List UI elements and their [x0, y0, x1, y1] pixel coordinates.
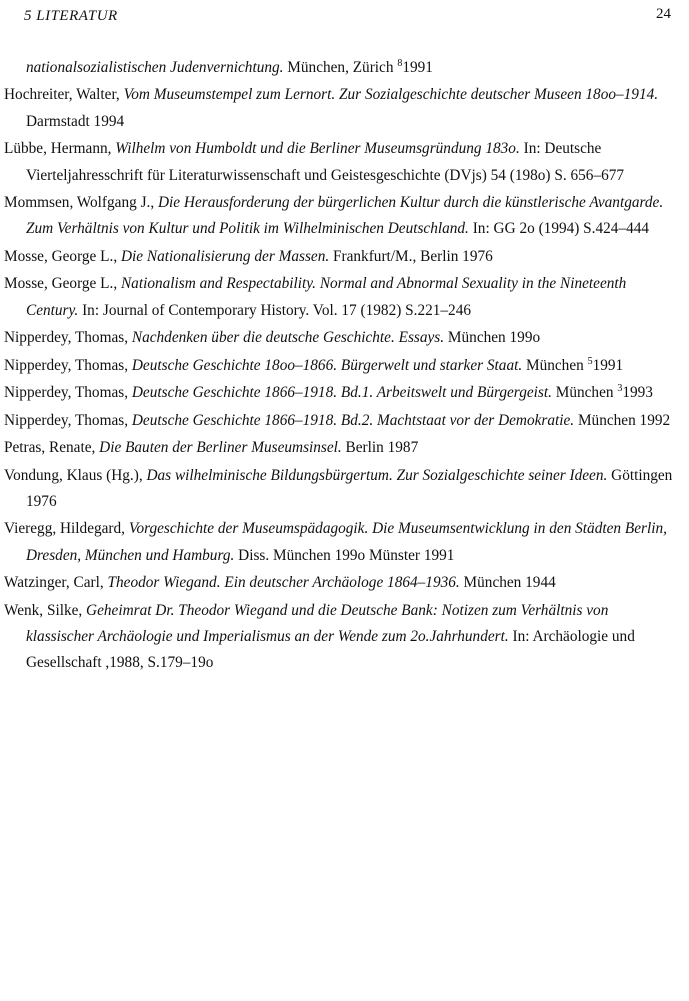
- bib-title: Vom Museumstempel zum Lernort. Zur Sozialgeschichte deutscher Museen 18oo–1914.: [123, 86, 659, 104]
- bib-publication-info: München: [551, 384, 618, 402]
- bib-author: Nipperdey, Thomas,: [4, 356, 132, 374]
- bib-author: Petras, Renate,: [4, 439, 100, 457]
- bib-title: Geheimrat Dr. Theodor Wiegand und die Deutsche Bank: Notizen zum Verhältnis von klassischer Archäologie und Imperialismus an der Wende zum 2o.Jahrhundert.: [26, 601, 609, 645]
- bib-author: Mommsen, Wolfgang J.,: [4, 194, 158, 212]
- bib-publication-info: In: Deutsche Vierteljahresschrift für Literaturwissenschaft und Geistesgeschichte (DVjs) 54 (198o) S. 656–677: [26, 140, 625, 184]
- bib-title: Das wilhelminische Bildungsbürgertum. Zur Sozialgeschichte seiner Ideen.: [146, 466, 608, 484]
- section-title: 5 LITERATUR: [24, 8, 118, 24]
- bib-author: Watzinger, Carl,: [4, 574, 108, 592]
- bib-publication-info: München: [522, 356, 588, 374]
- bib-author: Mosse, George L.,: [4, 247, 121, 265]
- edition-superscript: 3: [617, 383, 623, 395]
- bib-entry: [4, 271, 675, 324]
- bib-entry: [4, 570, 675, 596]
- bib-author: Hochreiter, Walter,: [4, 86, 124, 104]
- bib-publication-info: München, Zürich: [283, 59, 398, 76]
- bib-entry-continuation: [4, 55, 675, 81]
- bib-year: 1991: [592, 356, 624, 374]
- bib-title: Deutsche Geschichte 1866–1918. Bd.2. Machtstaat vor der Demokratie.: [131, 411, 575, 429]
- bib-entry: [4, 598, 675, 677]
- bib-entry: [4, 380, 675, 406]
- bib-entry: [4, 353, 675, 379]
- bib-author: Mosse, George L.,: [4, 275, 121, 293]
- bib-entry: [4, 190, 675, 243]
- bib-title: Deutsche Geschichte 18oo–1866. Bürgerwelt und starker Staat.: [131, 356, 523, 374]
- bib-title: Die Bauten der Berliner Museumsinsel.: [99, 439, 342, 457]
- bib-title: Deutsche Geschichte 1866–1918. Bd.1. Arbeitswelt und Bürgergeist.: [131, 384, 552, 402]
- bib-publication-info: Darmstadt 1994: [26, 112, 125, 130]
- bib-author: Vondung, Klaus (Hg.),: [4, 466, 147, 484]
- bib-author: Nipperdey, Thomas,: [4, 384, 132, 402]
- bib-year: 1991: [402, 59, 433, 76]
- bibliography-list: [4, 55, 675, 678]
- bib-title: Nationalism and Respectability. Normal and Abnormal Sexuality in the Nineteenth Century.: [26, 275, 627, 319]
- bib-entry: [4, 516, 675, 569]
- bib-publication-info: Berlin 1987: [341, 439, 419, 457]
- bib-entry: [4, 244, 675, 270]
- bib-title: Vorgeschichte der Museumspädagogik. Die Museumsentwicklung in den Städten Berlin, Dresden, München und Hamburg.: [26, 520, 667, 564]
- bib-publication-info: Göttingen 1976: [26, 466, 673, 510]
- bib-publication-info: Diss. München 199o Münster 1991: [234, 546, 455, 564]
- bib-entry: [4, 136, 675, 189]
- running-head: [24, 8, 671, 30]
- bib-title: Nachdenken über die deutsche Geschichte. Essays.: [131, 329, 445, 347]
- bib-year: 1993: [622, 384, 653, 402]
- bib-publication-info: Frankfurt/M., Berlin 1976: [329, 247, 493, 265]
- bib-publication-info: In: Archäologie und Gesellschaft ,1988, S.179–19o: [26, 627, 635, 672]
- edition-superscript: 5: [587, 355, 593, 367]
- bib-title: Die Herausforderung der bürgerlichen Kultur durch die künstlerische Avantgarde. Zum Verhältnis von Kultur und Politik im Wilhelminischen Deutschland.: [26, 194, 664, 238]
- bib-entry: [4, 463, 675, 516]
- bib-publication-info: In: Journal of Contemporary History. Vol. 17 (1982) S.221–246: [78, 301, 472, 319]
- bib-publication-info: München 199o: [444, 329, 541, 347]
- bib-author: Nipperdey, Thomas,: [4, 329, 132, 347]
- bib-publication-info: München 1944: [459, 574, 556, 592]
- bib-title: Die Nationalisierung der Massen.: [120, 247, 330, 265]
- bib-author: Vieregg, Hildegard,: [4, 520, 129, 538]
- bib-author: Lübbe, Hermann,: [4, 140, 116, 158]
- bib-publication-info: München 1992: [574, 411, 671, 429]
- bib-title: Wilhelm von Humboldt und die Berliner Museumsgründung 183o.: [115, 140, 520, 158]
- bib-title: nationalsozialistischen Judenvernichtung.: [26, 59, 284, 76]
- bib-entry: [4, 82, 675, 135]
- bib-entry: [4, 408, 675, 434]
- bib-entry: [4, 325, 675, 351]
- bib-author: Wenk, Silke,: [4, 601, 87, 619]
- page-number: 24: [656, 6, 671, 22]
- edition-superscript: 8: [397, 58, 403, 69]
- bib-author: Nipperdey, Thomas,: [4, 411, 132, 429]
- bib-publication-info: In: GG 2o (1994) S.424–444: [468, 220, 650, 238]
- bib-entry: [4, 435, 675, 461]
- bib-title: Theodor Wiegand. Ein deutscher Archäologe 1864–1936.: [107, 574, 460, 592]
